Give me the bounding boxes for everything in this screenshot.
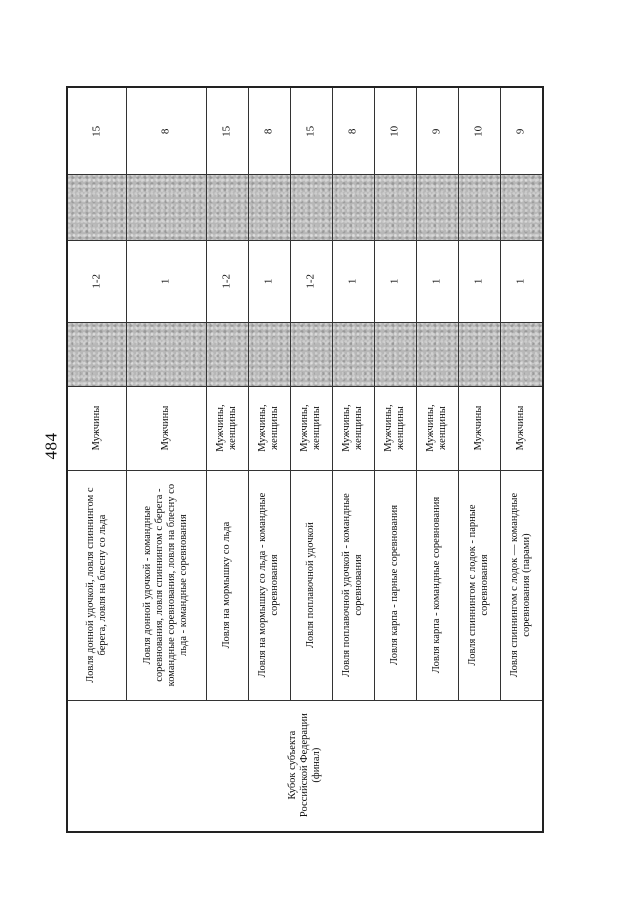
place-cell [416, 240, 458, 322]
gender-cell [374, 386, 416, 470]
shaded-cell [248, 322, 290, 386]
gender-text: Мужчины [90, 405, 102, 451]
place-text: 1 [430, 278, 443, 284]
discipline-cell [416, 470, 458, 700]
discipline-text: Ловля донной удочкой, ловля спиннингом с берега, ловля на блесну со льда [84, 487, 108, 683]
place-text: 1-2 [90, 273, 103, 289]
place-cell [374, 240, 416, 322]
grid-line [248, 88, 249, 700]
discipline-cell [290, 470, 332, 700]
shaded-cell [332, 174, 374, 240]
place-cell [500, 240, 542, 322]
discipline-cell [248, 470, 290, 700]
count-cell [500, 88, 542, 174]
discipline-cell [500, 470, 542, 700]
shaded-cell [126, 174, 206, 240]
gender-text: Мужчины [159, 405, 171, 451]
shaded-cell [374, 322, 416, 386]
shaded-cell [206, 322, 248, 386]
gender-text: Мужчины [514, 405, 526, 451]
gender-cell [248, 386, 290, 470]
place-text: 1 [514, 278, 527, 284]
discipline-text: Ловля донной удочкой - командные соревнования, ловля спиннингом с берега - командные соревнования, ловля на блесну со льда - командные соревнования [141, 483, 190, 687]
grid-line [290, 88, 291, 700]
gender-text: Мужчины [472, 405, 484, 451]
count-cell [206, 88, 248, 174]
place-cell [248, 240, 290, 322]
discipline-cell [374, 470, 416, 700]
grid-line [332, 88, 333, 700]
shaded-cell [290, 322, 332, 386]
count-cell [332, 88, 374, 174]
shaded-cell [126, 322, 206, 386]
page-number [38, 428, 64, 464]
place-text: 1 [159, 278, 172, 284]
discipline-cell [126, 470, 206, 700]
count-text: 10 [388, 125, 401, 137]
discipline-cell [68, 470, 126, 700]
gender-text: Мужчины, женщины [424, 404, 448, 452]
discipline-text: Ловля поплавочной удочкой - командные соревнования [340, 493, 364, 677]
count-text: 15 [220, 125, 233, 137]
discipline-cell [332, 470, 374, 700]
discipline-text: Ловля спиннингом с лодок — командные соревнования (парами) [508, 492, 532, 678]
place-text: 1-2 [220, 273, 233, 289]
grid-line [68, 470, 542, 471]
grid-line [500, 88, 501, 700]
discipline-text: Ловля на мормышку со льда - командные соревнования [256, 492, 280, 678]
count-text: 15 [90, 125, 103, 137]
shaded-cell [416, 174, 458, 240]
gender-cell [68, 386, 126, 470]
discipline-cell [458, 470, 500, 700]
place-cell [126, 240, 206, 322]
gender-text: Мужчины, женщины [340, 404, 364, 452]
discipline-cell [206, 470, 248, 700]
shaded-cell [290, 174, 332, 240]
count-cell [248, 88, 290, 174]
competition-table [66, 86, 544, 833]
grid-line [374, 88, 375, 700]
shaded-cell [458, 322, 500, 386]
gender-text: Мужчины, женщины [382, 404, 406, 452]
discipline-text: Ловля поплавочной удочкой [304, 522, 316, 648]
shaded-cell [374, 174, 416, 240]
gender-cell [332, 386, 374, 470]
shaded-cell [500, 322, 542, 386]
grid-line [68, 700, 542, 701]
gender-text: Мужчины, женщины [256, 404, 280, 452]
shaded-cell [500, 174, 542, 240]
count-text: 8 [262, 128, 275, 134]
gender-cell [500, 386, 542, 470]
gender-cell [290, 386, 332, 470]
grid-line [126, 88, 127, 700]
count-cell [126, 88, 206, 174]
gender-text: Мужчины, женщины [214, 404, 238, 452]
discipline-text: Ловля на мормышку со льда [220, 521, 232, 649]
grid-line [68, 322, 542, 323]
gender-cell [126, 386, 206, 470]
page-number-text: 484 [41, 432, 60, 460]
place-text: 1 [262, 278, 275, 284]
place-text: 1 [346, 278, 359, 284]
count-text: 8 [346, 128, 359, 134]
shaded-cell [68, 174, 126, 240]
grid-line [416, 88, 417, 700]
place-text: 1 [472, 278, 485, 284]
count-text: 9 [430, 128, 443, 134]
grid-line [206, 88, 207, 700]
shaded-cell [416, 322, 458, 386]
discipline-text: Ловля спиннингом с лодок - парные соревнования [466, 504, 490, 666]
count-cell [68, 88, 126, 174]
count-cell [290, 88, 332, 174]
shaded-cell [458, 174, 500, 240]
place-cell [458, 240, 500, 322]
count-cell [374, 88, 416, 174]
place-cell [206, 240, 248, 322]
place-cell [290, 240, 332, 322]
place-text: 1-2 [304, 273, 317, 289]
competition-cell [68, 700, 542, 831]
shaded-cell [248, 174, 290, 240]
count-text: 9 [514, 128, 527, 134]
shaded-cell [332, 322, 374, 386]
competition-label: Кубок субъекта Российской Федерации (финал) [286, 713, 323, 818]
grid-line [458, 88, 459, 700]
count-text: 10 [472, 125, 485, 137]
place-cell [68, 240, 126, 322]
grid-line [68, 386, 542, 387]
place-text: 1 [388, 278, 401, 284]
grid-line [68, 174, 542, 175]
count-text: 15 [304, 125, 317, 137]
count-cell [416, 88, 458, 174]
grid-line [68, 240, 542, 241]
discipline-text: Ловля карпа - командные соревнования [430, 496, 442, 674]
gender-cell [416, 386, 458, 470]
shaded-cell [68, 322, 126, 386]
gender-cell [206, 386, 248, 470]
gender-text: Мужчины, женщины [298, 404, 322, 452]
place-cell [332, 240, 374, 322]
count-text: 8 [159, 128, 172, 134]
shaded-cell [206, 174, 248, 240]
gender-cell [458, 386, 500, 470]
count-cell [458, 88, 500, 174]
discipline-text: Ловля карпа - парные соревнования [388, 504, 400, 666]
